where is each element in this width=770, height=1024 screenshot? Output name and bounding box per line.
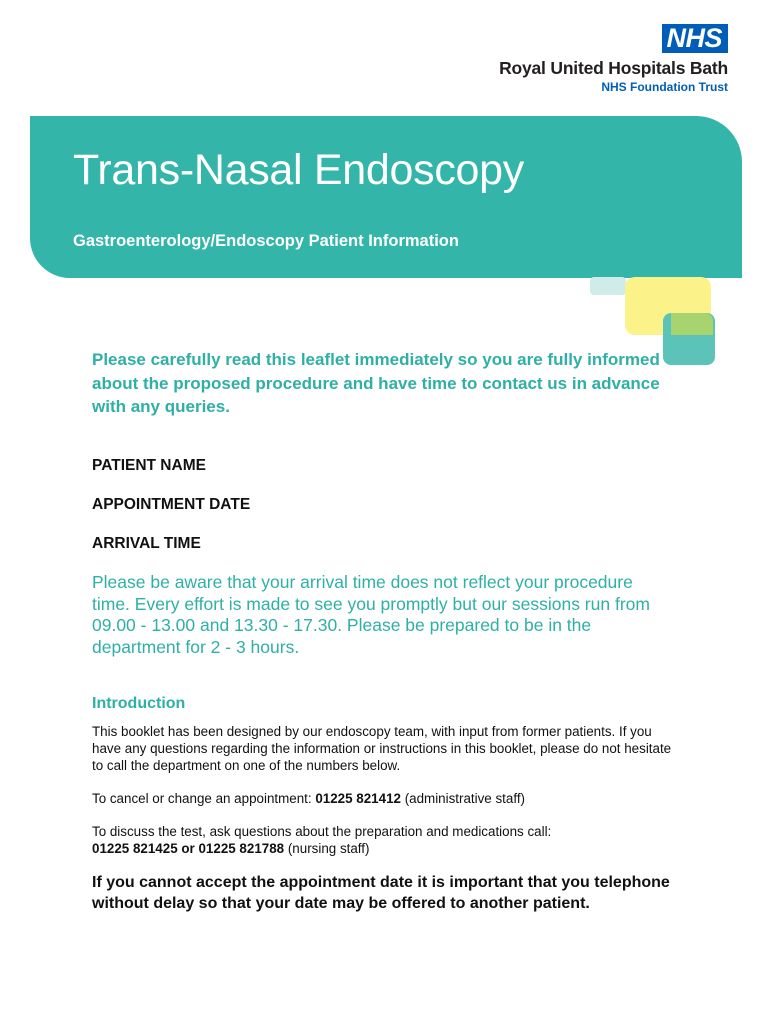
cancel-prefix: To cancel or change an appointment:	[92, 791, 316, 806]
page-title: Trans-Nasal Endoscopy	[73, 146, 524, 194]
discuss-suffix: (nursing staff)	[284, 841, 370, 856]
trust-logo	[499, 24, 728, 94]
introduction-heading: Introduction	[92, 695, 186, 712]
page-subtitle: Gastroenterology/Endoscopy Patient Information	[73, 232, 459, 250]
introduction-body: This booklet has been designed by our endoscopy team, with input from former patients. If you have any questions regarding the information or instructions in this booklet, please do not hesitate to call the department on one of the numbers below.	[92, 724, 672, 773]
cancel-phone-number: 01225 821412	[315, 791, 401, 806]
discuss-test-line	[92, 823, 682, 857]
arrival-time-label: ARRIVAL TIME	[92, 535, 201, 552]
arrival-time-notice: Please be aware that your arrival time does not reflect your procedure time. Every effort is made to see you promptly but our sessions run from 09.00 - 13.00 and 13.30 - 17.30. Please be prepared to be in the department for 2 - 3 hours.	[92, 572, 650, 657]
patient-name-label: PATIENT NAME	[92, 457, 206, 474]
trust-name: Royal United Hospitals Bath	[499, 58, 728, 78]
nhs-logo: NHS	[662, 24, 728, 53]
cancel-appointment-line	[92, 790, 682, 807]
read-leaflet-notice: Please carefully read this leaflet immediately so you are fully informed about the proposed procedure and have time to contact us in advance with any queries.	[92, 350, 660, 416]
appointment-date-warning: If you cannot accept the appointment date it is important that you telephone without delay so that your date may be offered to another patient.	[92, 874, 670, 912]
discuss-text: To discuss the test, ask questions about the preparation and medications call:	[92, 824, 552, 839]
trust-subtitle: NHS Foundation Trust	[601, 80, 728, 94]
nursing-phone-numbers: 01225 821425 or 01225 821788	[92, 841, 285, 856]
appointment-date-label: APPOINTMENT DATE	[92, 496, 251, 513]
title-banner	[30, 116, 742, 278]
cancel-suffix: (administrative staff)	[400, 791, 525, 806]
